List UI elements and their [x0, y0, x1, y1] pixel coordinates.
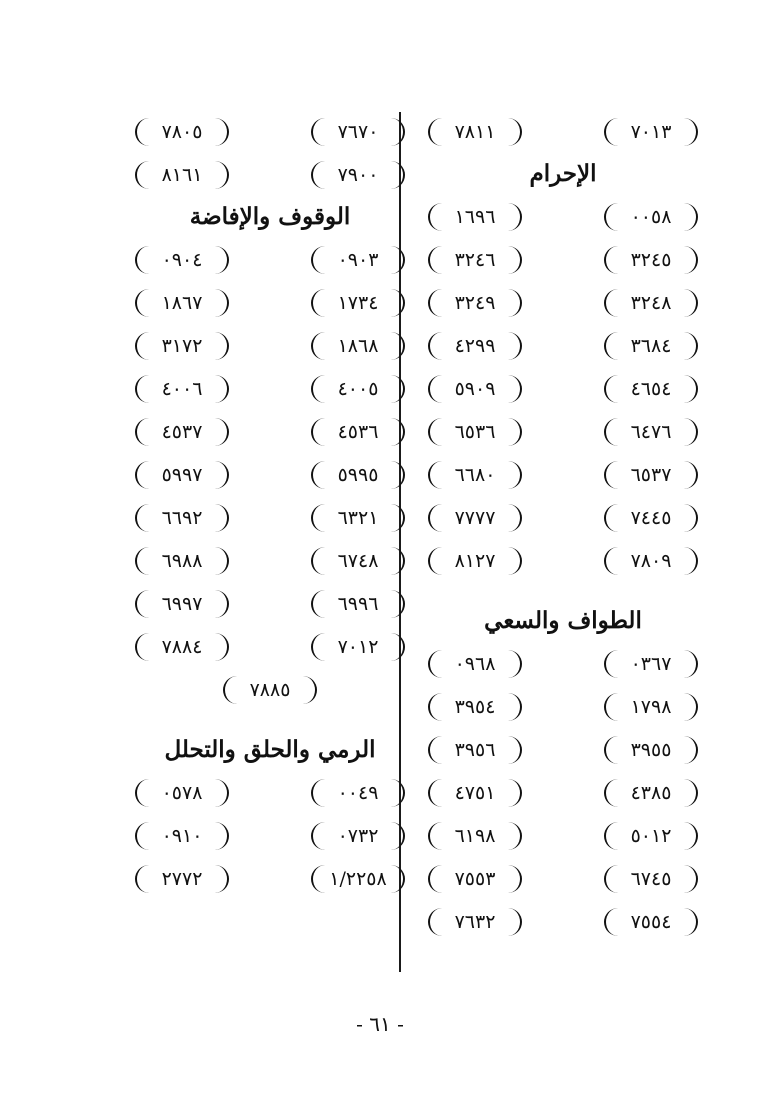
- reference-number: ٧٠١٣: [604, 118, 698, 146]
- reference-number: ٥٩٠٩: [428, 375, 522, 403]
- reference-number: ٦٧٤٨: [311, 547, 405, 575]
- reference-number: ٦٩٨٨: [135, 547, 229, 575]
- reference-number: ٤٥٣٧: [135, 418, 229, 446]
- reference-number: ٤٠٠٦: [135, 375, 229, 403]
- reference-number: ٣٩٥٤: [428, 693, 522, 721]
- reference-number: ٦٦٩٢: [135, 504, 229, 532]
- reference-number: ١٧٣٤: [311, 289, 405, 317]
- reference-number: ٧٩٠٠: [311, 161, 405, 189]
- reference-number: ٠٧٣٢: [311, 822, 405, 850]
- number-row: [428, 110, 698, 153]
- reference-number: ٣٢٤٨: [604, 289, 698, 317]
- reference-number: ٠٩١٠: [135, 822, 229, 850]
- number-row: [135, 410, 405, 453]
- reference-number: ٥٠١٢: [604, 822, 698, 850]
- number-row: [135, 668, 405, 711]
- number-row: [135, 582, 405, 625]
- number-row: [428, 771, 698, 814]
- number-row: [428, 814, 698, 857]
- reference-number: ٣٢٤٩: [428, 289, 522, 317]
- reference-number: ٧٤٤٥: [604, 504, 698, 532]
- reference-number: ٧٦٧٠: [311, 118, 405, 146]
- reference-number: ٧٨٨٤: [135, 633, 229, 661]
- number-row: [428, 642, 698, 685]
- number-row: [135, 367, 405, 410]
- reference-number: ٧٨٨٥: [223, 676, 317, 704]
- number-row: [428, 496, 698, 539]
- section-heading-ramy: الرمي والحلق والتحلل: [164, 736, 376, 763]
- reference-number: ٢٧٧٢: [135, 865, 229, 893]
- number-row: [428, 324, 698, 367]
- number-row: [135, 324, 405, 367]
- number-row: [135, 496, 405, 539]
- reference-number: ٦٤٧٦: [604, 418, 698, 446]
- reference-number: ٧٧٧٧: [428, 504, 522, 532]
- reference-number: ٠٠٤٩: [311, 779, 405, 807]
- number-row: [428, 367, 698, 410]
- reference-number: ١٦٩٦: [428, 203, 522, 231]
- reference-number: ٦٣٢١: [311, 504, 405, 532]
- reference-number: ٧٨٠٩: [604, 547, 698, 575]
- reference-number: ٣٢٤٥: [604, 246, 698, 274]
- reference-number: ٧٨٠٥: [135, 118, 229, 146]
- number-row: [428, 900, 698, 943]
- reference-number: ١٧٩٨: [604, 693, 698, 721]
- number-row: [135, 771, 405, 814]
- reference-number: ٧٥٥٤: [604, 908, 698, 936]
- reference-number: ٧٨١١: [428, 118, 522, 146]
- number-row: [135, 857, 405, 900]
- reference-number: ٣١٧٢: [135, 332, 229, 360]
- reference-number: ٤٣٨٥: [604, 779, 698, 807]
- number-row: [135, 110, 405, 153]
- reference-number: ٤٦٥٤: [604, 375, 698, 403]
- reference-number: ٧٥٥٣: [428, 865, 522, 893]
- left-column: [135, 110, 405, 900]
- reference-number: ٤٧٥١: [428, 779, 522, 807]
- reference-number: ٦٥٣٧: [604, 461, 698, 489]
- page-number: - ٦١ -: [356, 1012, 404, 1036]
- reference-number: ٦٩٩٦: [311, 590, 405, 618]
- reference-number: ١٨٦٨: [311, 332, 405, 360]
- number-row: [428, 238, 698, 281]
- number-row: [428, 281, 698, 324]
- reference-number: ٦١٩٨: [428, 822, 522, 850]
- reference-number: ٦٥٣٦: [428, 418, 522, 446]
- number-row: [135, 453, 405, 496]
- reference-number: ٧٦٣٢: [428, 908, 522, 936]
- reference-number: ٥٩٩٥: [311, 461, 405, 489]
- reference-number: ٤٢٩٩: [428, 332, 522, 360]
- reference-number: ٠٩٦٨: [428, 650, 522, 678]
- number-row: [428, 410, 698, 453]
- reference-number: ٤٥٣٦: [311, 418, 405, 446]
- section-heading-wuquf: الوقوف والإفاضة: [189, 203, 351, 230]
- right-column: [428, 110, 698, 943]
- number-row: [428, 539, 698, 582]
- number-row: [428, 453, 698, 496]
- number-row: [428, 728, 698, 771]
- number-row: [135, 281, 405, 324]
- section-heading-tawaf: الطواف والسعي: [484, 607, 642, 634]
- reference-number: ٨١٢٧: [428, 547, 522, 575]
- number-row: [135, 238, 405, 281]
- reference-number: ٠٥٧٨: [135, 779, 229, 807]
- reference-number: ٠٠٥٨: [604, 203, 698, 231]
- reference-number: ٥٩٩٧: [135, 461, 229, 489]
- reference-number: ٠٩٠٣: [311, 246, 405, 274]
- reference-number: ٣٩٥٥: [604, 736, 698, 764]
- reference-number: ٨١٦١: [135, 161, 229, 189]
- reference-number: ٠٩٠٤: [135, 246, 229, 274]
- number-row: [428, 857, 698, 900]
- reference-number: ٣٢٤٦: [428, 246, 522, 274]
- reference-number: ٤٠٠٥: [311, 375, 405, 403]
- number-row: [135, 153, 405, 196]
- number-row: [428, 685, 698, 728]
- reference-number: ٦٦٨٠: [428, 461, 522, 489]
- number-row: [428, 195, 698, 238]
- section-heading-ihram: الإحرام: [529, 160, 597, 187]
- reference-number: ٣٦٨٤: [604, 332, 698, 360]
- reference-number: ٦٩٩٧: [135, 590, 229, 618]
- number-row: [135, 625, 405, 668]
- reference-number: ١٨٦٧: [135, 289, 229, 317]
- reference-number: ٠٣٦٧: [604, 650, 698, 678]
- reference-number: ٦٧٤٥: [604, 865, 698, 893]
- number-row: [135, 814, 405, 857]
- reference-number: ٣٩٥٦: [428, 736, 522, 764]
- number-row: [135, 539, 405, 582]
- reference-number: ١/٢٢٥٨: [311, 865, 405, 893]
- reference-number: ٧٠١٢: [311, 633, 405, 661]
